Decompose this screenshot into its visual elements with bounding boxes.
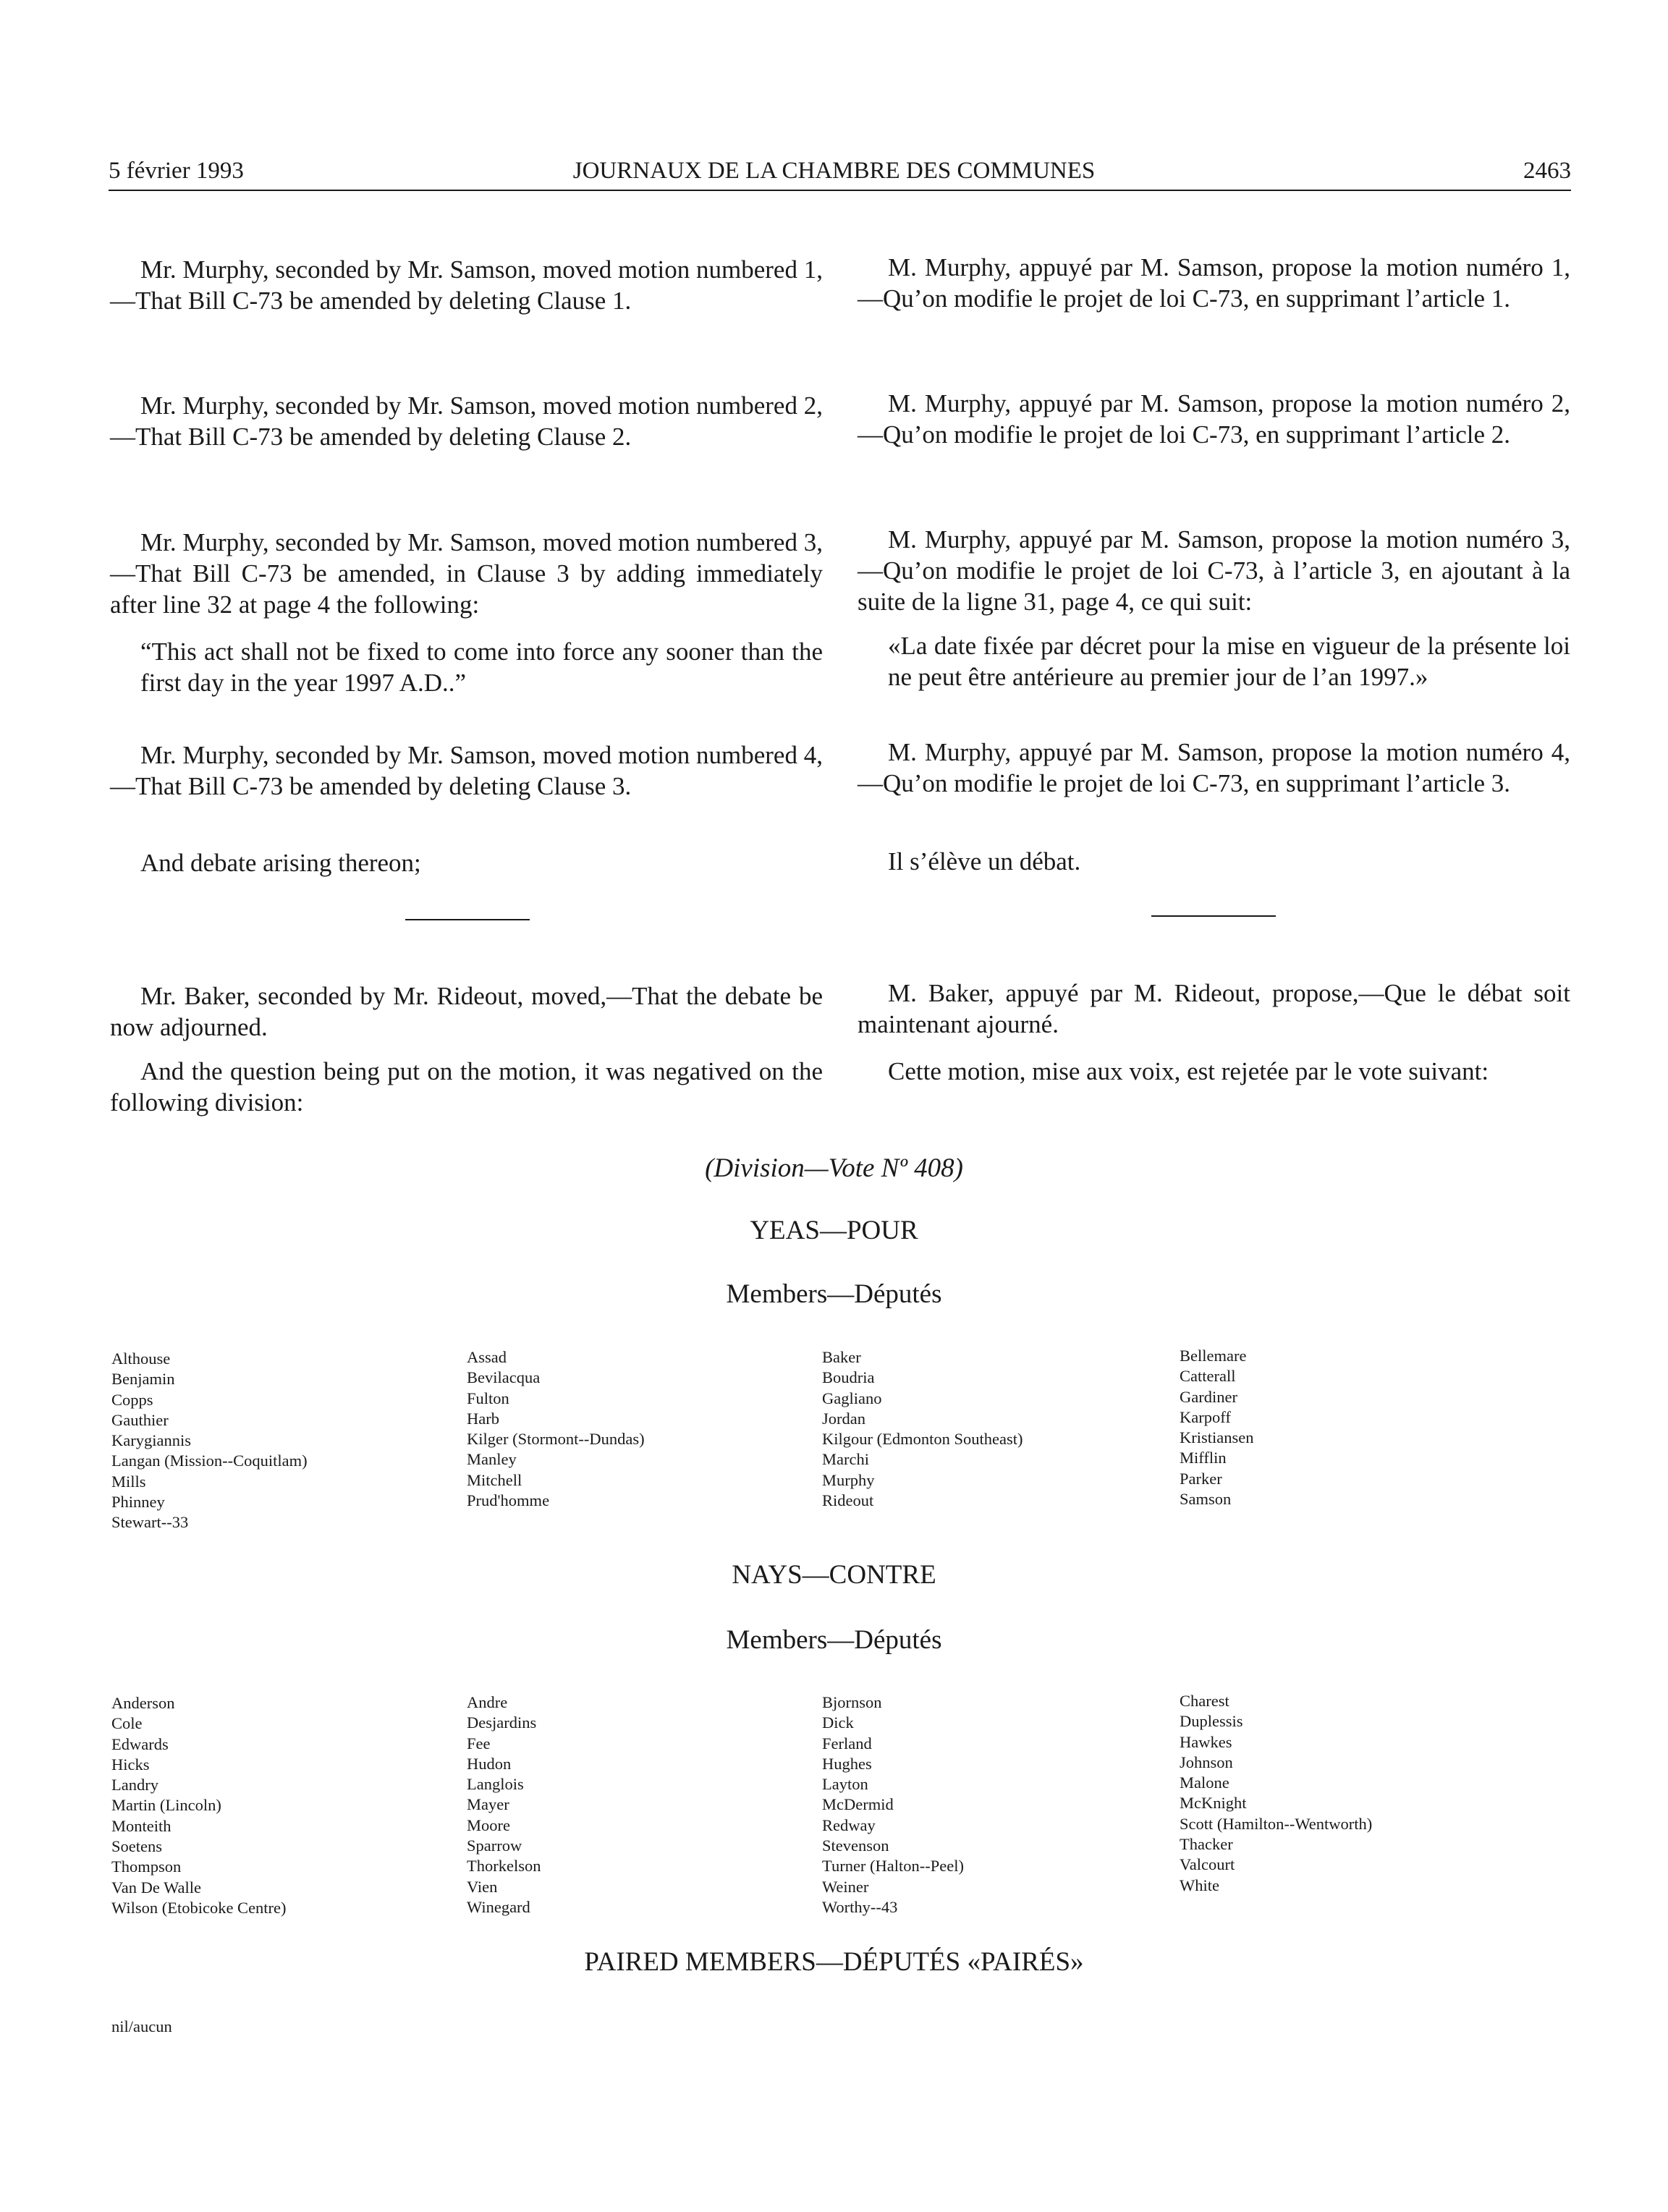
member-name: Thorkelson [467, 1857, 541, 1876]
member-name: Manley [467, 1450, 517, 1469]
member-name: Baker [822, 1348, 861, 1366]
member-name: Duplessis [1180, 1712, 1243, 1731]
member-name: Edwards [111, 1734, 169, 1753]
member-name: Althouse [111, 1349, 171, 1368]
member-name: Kilgour (Edmonton Southeast) [822, 1430, 1023, 1449]
header-rule [109, 190, 1571, 191]
member-name: Thacker [1180, 1835, 1233, 1854]
fr-separator-rule [1151, 915, 1276, 917]
member-name: Thompson [111, 1857, 182, 1876]
member-name: Gardiner [1180, 1387, 1237, 1406]
en-motion-3: Mr. Murphy, seconded by Mr. Samson, moved motion numbered 3,—That Bill C-73 be amended, in Clause 3 by adding immediately after line 32 at page 4 the following: [110, 528, 823, 619]
member-name: Prud'homme [467, 1491, 550, 1510]
member-name: Turner (Halton--Peel) [822, 1857, 964, 1876]
member-name: Andre [467, 1693, 508, 1711]
yeas-heading: YEAS—POUR [750, 1216, 918, 1245]
member-name: Benjamin [111, 1370, 175, 1389]
member-name: Martin (Lincoln) [111, 1796, 221, 1815]
nays-column-1 [111, 1693, 287, 1918]
member-name: Langlois [467, 1775, 524, 1794]
fr-motion-1: M. Murphy, appuyé par M. Samson, propose la motion numéro 1,—Qu’on modifie le projet de loi C-73, en supprimant l’article 1. [858, 253, 1570, 313]
member-name: Langan (Mission--Coquitlam) [111, 1452, 308, 1470]
member-name: Marchi [822, 1450, 869, 1469]
member-name: Phinney [111, 1493, 165, 1512]
member-name: Karygiannis [111, 1431, 191, 1450]
member-name: Hawkes [1180, 1732, 1232, 1751]
member-name: Samson [1180, 1490, 1232, 1509]
fr-motion-4: M. Murphy, appuyé par M. Samson, propose la motion numéro 4,—Qu’on modifie le projet de loi C-73, en supprimant l’article 3. [858, 738, 1570, 797]
member-name: Hudon [467, 1754, 512, 1773]
en-debate: And debate arising thereon; [140, 849, 421, 877]
member-name: Kristiansen [1180, 1428, 1254, 1447]
member-name: Dick [822, 1713, 854, 1732]
member-name: Soetens [111, 1837, 162, 1856]
member-name: Landry [111, 1776, 158, 1794]
member-name: Sparrow [467, 1836, 522, 1855]
fr-debate: Il s’élève un débat. [888, 847, 1081, 876]
member-name: Hicks [111, 1755, 150, 1774]
member-name: Valcourt [1180, 1855, 1235, 1874]
member-name: Desjardins [467, 1713, 537, 1732]
yeas-column-2 [467, 1347, 645, 1511]
nays-column-2 [467, 1692, 541, 1918]
fr-adjourn-motion: M. Baker, appuyé par M. Rideout, propose,—Que le débat soit maintenant ajourné. [858, 979, 1570, 1038]
member-name: Johnson [1180, 1753, 1233, 1771]
member-name: Harb [467, 1409, 499, 1428]
member-name: Rideout [822, 1491, 874, 1510]
en-motion-2: Mr. Murphy, seconded by Mr. Samson, moved motion numbered 2,—That Bill C-73 be amended by deleting Clause 2. [110, 391, 823, 451]
member-name: Layton [822, 1775, 868, 1794]
nays-heading: NAYS—CONTRE [732, 1560, 936, 1590]
member-name: Mills [111, 1472, 146, 1491]
member-name: Charest [1180, 1692, 1229, 1710]
member-name: Assad [467, 1348, 507, 1366]
en-question: And the question being put on the motion, it was negatived on the following division: [110, 1057, 823, 1116]
member-name: Boudria [822, 1368, 875, 1387]
yeas-members-heading: Members—Députés [726, 1279, 942, 1309]
member-name: Catterall [1180, 1367, 1236, 1386]
member-name: Malone [1180, 1774, 1229, 1792]
member-name: Fee [467, 1734, 491, 1753]
member-name: Fulton [467, 1389, 509, 1407]
member-name: Monteith [111, 1816, 172, 1835]
member-name: Worthy--43 [822, 1897, 898, 1916]
yeas-column-4 [1180, 1346, 1253, 1509]
member-name: Vien [467, 1877, 498, 1896]
member-name: Cole [111, 1714, 143, 1733]
en-motion-1: Mr. Murphy, seconded by Mr. Samson, moved motion numbered 1,—That Bill C-73 be amended by deleting Clause 1. [110, 255, 823, 315]
member-name: Wilson (Etobicoke Centre) [111, 1898, 287, 1917]
member-name: Winegard [467, 1897, 530, 1916]
member-name: Hughes [822, 1754, 872, 1773]
member-name: White [1180, 1876, 1219, 1894]
division-label: (Division—Vote Nº 408) [705, 1153, 963, 1183]
running-title: JOURNAUX DE LA CHAMBRE DES COMMUNES [572, 158, 1096, 184]
member-name: Bevilacqua [467, 1368, 541, 1387]
member-name: Copps [111, 1390, 153, 1409]
member-name: Ferland [822, 1734, 872, 1753]
member-name: Parker [1180, 1469, 1222, 1488]
fr-motion-2: M. Murphy, appuyé par M. Samson, propose la motion numéro 2,—Qu’on modifie le projet de loi C-73, en supprimant l’article 2. [858, 389, 1570, 449]
member-name: Gauthier [111, 1410, 169, 1429]
yeas-column-3 [822, 1347, 1023, 1511]
member-name: Mayer [467, 1795, 509, 1814]
member-name: Scott (Hamilton--Wentworth) [1180, 1814, 1373, 1833]
member-name: Bjornson [822, 1693, 882, 1711]
member-name: Mifflin [1180, 1449, 1227, 1467]
member-name: Karpoff [1180, 1407, 1231, 1426]
header-date: 5 février 1993 [109, 158, 244, 184]
member-name: Mitchell [467, 1470, 522, 1489]
member-name: Stewart--33 [111, 1513, 189, 1532]
member-name: McDermid [822, 1795, 894, 1814]
paired-none: nil/aucun [111, 2017, 172, 2035]
en-motion-4: Mr. Murphy, seconded by Mr. Samson, moved motion numbered 4,—That Bill C-73 be amended by deleting Clause 3. [110, 741, 823, 800]
member-name: McKnight [1180, 1794, 1247, 1813]
member-name: Moore [467, 1815, 510, 1834]
fr-question: Cette motion, mise aux voix, est rejetée par le vote suivant: [888, 1057, 1489, 1085]
member-name: Murphy [822, 1470, 875, 1489]
member-name: Stevenson [822, 1836, 889, 1855]
en-adjourn-motion: Mr. Baker, seconded by Mr. Rideout, moved,—That the debate be now adjourned. [110, 982, 823, 1041]
member-name: Weiner [822, 1877, 869, 1896]
nays-members-heading: Members—Députés [726, 1625, 942, 1655]
fr-quote: «La date fixée par décret pour la mise en vigueur de la présente loi ne peut être antérieure au premier jour de l’an 1997.» [888, 632, 1570, 691]
fr-motion-3: M. Murphy, appuyé par M. Samson, propose la motion numéro 3,—Qu’on modifie le projet de loi C-73, à l’article 3, en ajoutant à la suite de la ligne 31, page 4, ce qui suit: [858, 525, 1570, 616]
member-name: Kilger (Stormont--Dundas) [467, 1430, 645, 1449]
member-name: Bellemare [1180, 1347, 1247, 1365]
member-name: Van De Walle [111, 1878, 201, 1897]
nays-column-4 [1180, 1691, 1372, 1896]
en-quote: “This act shall not be fixed to come into force any sooner than the first day in the year 1997 A.D..” [140, 637, 823, 697]
member-name: Gagliano [822, 1389, 882, 1407]
member-name: Anderson [111, 1694, 175, 1712]
member-name: Redway [822, 1815, 876, 1834]
member-name: Jordan [822, 1409, 865, 1428]
yeas-column-1 [111, 1349, 308, 1533]
paired-heading: PAIRED MEMBERS—DÉPUTÉS «PAIRÉS» [584, 1947, 1084, 1977]
en-separator-rule [405, 919, 530, 920]
nays-column-3 [822, 1692, 964, 1918]
page-number: 2463 [1523, 158, 1571, 184]
